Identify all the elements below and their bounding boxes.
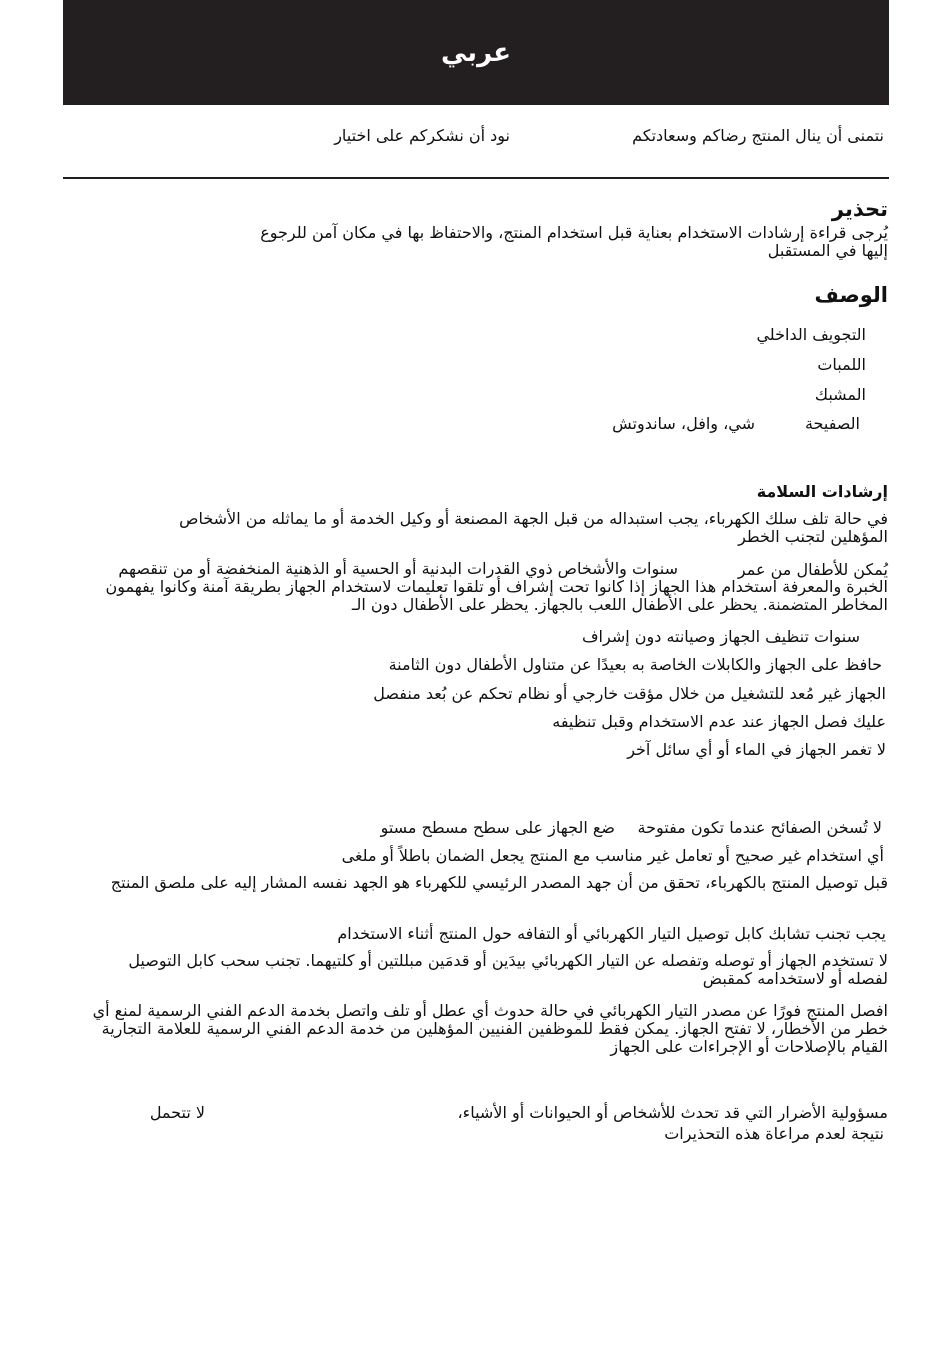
language-header-bar: [63, 0, 889, 105]
safety-title: إرشادات السلامة: [756, 482, 888, 501]
description-title: الوصف: [814, 283, 888, 307]
safety-disconnect-fault: افصل المنتج فورًا عن مصدر التيار الكهربائي في حالة حدوث أي عطل أو تلف واتصل بخدمة الدعم الفني الرسمية لمنع أي خطر من الأخطار، لا تفتح الجهاز. يمكن فقط للموظفين الفنيين المؤهلين من خدمة الدعم الفني الرسمية للعلامة التجارية القيام بالإصلاحات أو الإجراءات على الجهاز: [92, 1001, 888, 1056]
intro-thanks-text: نود أن نشكركم على اختيار: [334, 126, 510, 145]
safety-children-cleaning: سنوات تنظيف الجهاز وصيانته دون إشراف: [581, 627, 860, 646]
safety-children-age-prefix: يُمكن للأطفال من عمر: [737, 560, 888, 579]
safety-plates-open: لا تُسخن الصفائح عندما تكون مفتوحة: [637, 818, 882, 837]
description-item-plate-types: شي، وافل، ساندوتش: [612, 414, 755, 433]
safety-paragraph-cord: في حالة تلف سلك الكهرباء، يجب استبداله من قبل الجهة المصنعة أو وكيل الخدمة أو ما يماثله من الأشخاص المؤهلين لتجنب الخطر: [179, 509, 888, 546]
safety-keep-away: حافظ على الجهاز والكابلات الخاصة به بعيدًا عن متناول الأطفال دون الثامنة: [388, 655, 882, 674]
intro-wish-text: نتمنى أن ينال المنتج رضاكم وسعادتكم: [632, 126, 884, 145]
description-item-cavity: التجويف الداخلي: [756, 325, 866, 344]
warning-title: تحذير: [831, 197, 888, 221]
safety-flat-surface: ضع الجهاز على سطح مسطح مستو: [380, 818, 615, 837]
safety-cable-tangle: يجب تجنب تشابك كابل توصيل التيار الكهربائي أو التفافه حول المنتج أثناء الاستخدام: [337, 924, 886, 943]
safety-wet-hands: لا تستخدم الجهاز أو توصله وتفصله عن التيار الكهربائي بيدَين أو قدمَين مبللتين أو كلتيهما. تجنب سحب كابل التوصيل لفصله أو لاستخدامه كمقبض: [128, 951, 888, 988]
safety-warranty: أي استخدام غير صحيح أو تعامل غير مناسب مع المنتج يجعل الضمان باطلاً أو ملغى: [341, 846, 884, 865]
section-divider: [63, 177, 889, 179]
liability-no-responsibility: لا تتحمل: [149, 1103, 205, 1122]
liability-consequence: نتيجة لعدم مراعاة هذه التحذيرات: [664, 1124, 884, 1143]
safety-unplug: عليك فصل الجهاز عند عدم الاستخدام وقبل تنظيفه: [552, 712, 886, 731]
language-title: عربي: [441, 37, 512, 68]
safety-children-text: سنوات والأشخاص ذوي القدرات البدنية أو الحسية أو الذهنية المنخفضة أو من تنقصهم الخبرة والمعرفة استخدام هذا الجهاز إذا كانوا تحت إشراف أو تلقوا تعليمات لاستخدام الجهاز بطريقة آمنة وكانوا يفهمون المخاطر المتضمنة. يحظر على الأطفال اللعب بالجهاز. يحظر على الأطفال دون الـ: [105, 559, 888, 614]
liability-text: مسؤولية الأضرار التي قد تحدث للأشخاص أو الحيوانات أو الأشياء،: [457, 1103, 888, 1122]
description-item-clip: المشبك: [814, 385, 866, 404]
description-item-plate: الصفيحة: [804, 414, 860, 433]
description-item-lamps: اللمبات: [817, 355, 866, 374]
safety-voltage-check: قبل توصيل المنتج بالكهرباء، تحقق من أن جهد المصدر الرئيسي للكهرباء هو الجهد نفسه المشار إليه على ملصق المنتج: [110, 873, 888, 892]
safety-no-immerse: لا تغمر الجهاز في الماء أو أي سائل آخر: [627, 740, 886, 759]
safety-no-timer: الجهاز غير مُعد للتشغيل من خلال مؤقت خارجي أو نظام تحكم عن بُعد منفصل: [373, 684, 886, 703]
warning-text: يُرجى قراءة إرشادات الاستخدام بعناية قبل استخدام المنتج، والاحتفاظ بها في مكان آمن للرجوع إليها في المستقبل: [260, 223, 888, 260]
safety-children-paragraph: [98, 560, 888, 614]
